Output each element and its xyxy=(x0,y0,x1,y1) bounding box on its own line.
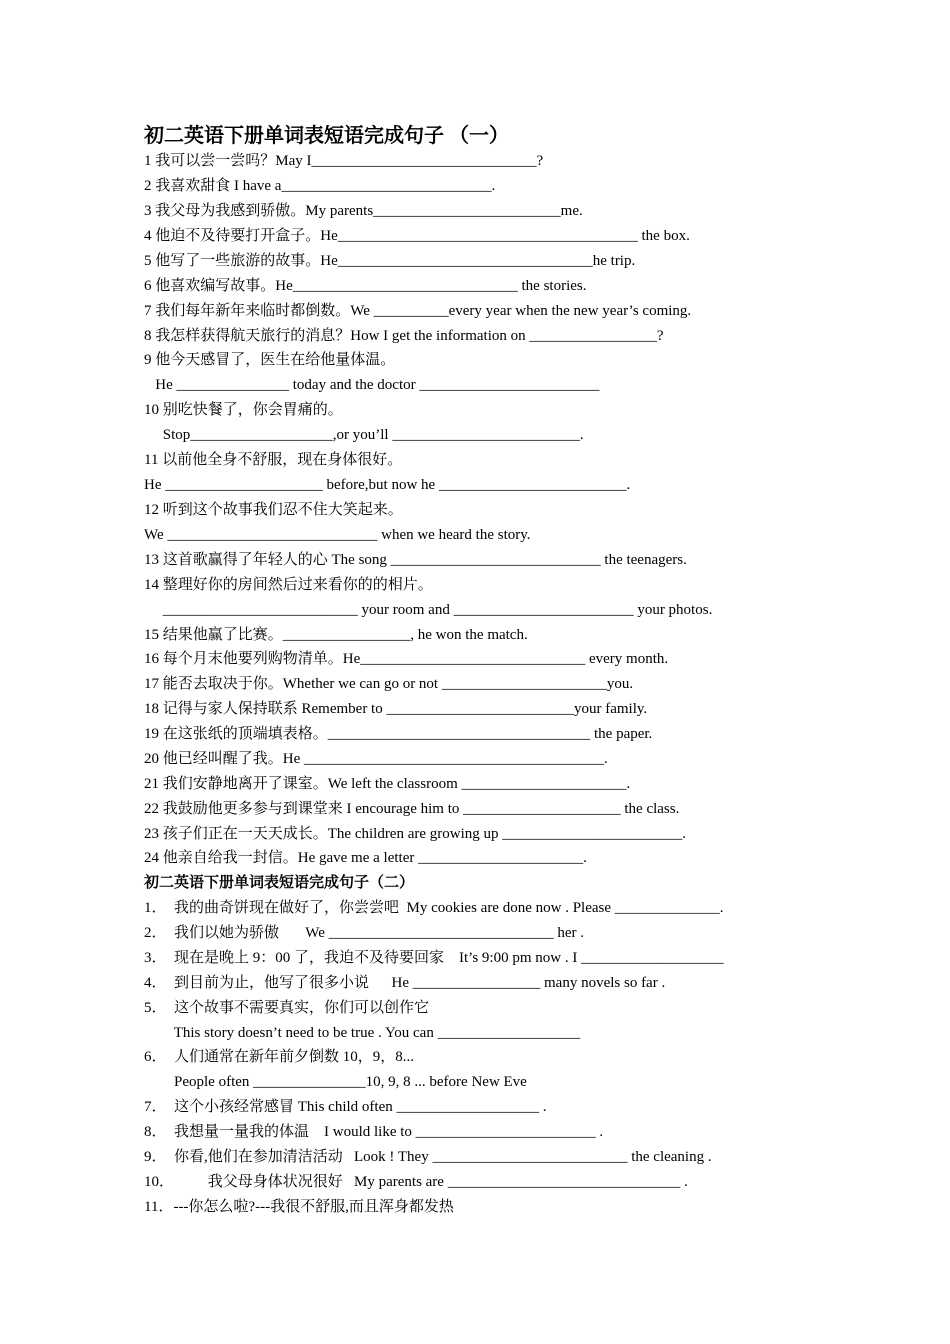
section1-line-5: 5 他写了一些旅游的故事。He__________________________________he trip. xyxy=(144,253,636,269)
section1-line-16: 16 每个月末他要列购物清单。He______________________________ every month. xyxy=(144,651,669,667)
section2-line-6: 6． 人们通常在新年前夕倒数 10，9，8... xyxy=(144,1049,415,1065)
section1-line-9-answer: He _______________ today and the doctor ________________________ xyxy=(144,377,600,393)
section1-line-6: 6 他喜欢编写故事。He______________________________ the stories. xyxy=(144,278,587,294)
section1-line-14: 14 整理好你的房间然后过来看你的的相片。 xyxy=(144,577,433,593)
section2-line-5: 5． 这个故事不需要真实，你们可以创作它 xyxy=(144,1000,430,1016)
section1-line-20: 20 他已经叫醒了我。He ________________________________________. xyxy=(144,751,608,767)
section1-line-8: 8 我怎样获得航天旅行的消息？How I get the information on _________________? xyxy=(144,328,664,344)
section2-line-6-answer: People often _______________10, 9, 8 ... before New Eve xyxy=(144,1074,527,1090)
section1-line-10: 10 别吃快餐了，你会胃痛的。 xyxy=(144,402,343,418)
section1-line-17: 17 能否去取决于你。Whether we can go or not ______________________you. xyxy=(144,676,634,692)
section1-line-11-answer: He _____________________ before,but now he _________________________. xyxy=(144,477,631,493)
section2-line-8: 8． 我想量一量我的体温 I would like to ________________________ . xyxy=(144,1124,604,1140)
section1-line-7: 7 我们每年新年来临时都倒数。We __________every year when the new year’s coming. xyxy=(144,303,692,319)
section2-line-10: 10． 我父母身体状况很好 My parents are _______________________________ . xyxy=(144,1174,688,1190)
section2-line-4: 4． 到目前为止，他写了很多小说 He _________________ many novels so far . xyxy=(144,975,666,991)
section1-line-2: 2 我喜欢甜食 I have a____________________________. xyxy=(144,178,496,194)
section1-line-12: 12 听到这个故事我们忍不住大笑起来。 xyxy=(144,502,403,518)
section1-line-14-answer: __________________________ your room and ________________________ your photos. xyxy=(144,602,713,618)
section2-line-3: 3． 现在是晚上 9：00 了，我迫不及待要回家 It’s 9:00 pm now . I ___________________ xyxy=(144,950,724,966)
section1-line-9: 9 他今天感冒了，医生在给他量体温。 xyxy=(144,352,396,368)
section1-line-19: 19 在这张纸的顶端填表格。___________________________________ the paper. xyxy=(144,726,653,742)
section2-line-2: 2． 我们以她为骄傲 We ______________________________ her . xyxy=(144,925,585,941)
section1-line-22: 22 我鼓励他更多参与到课堂来 I encourage him to _____________________ the class. xyxy=(144,801,680,817)
section1-line-15: 15 结果他赢了比赛。_________________, he won the match. xyxy=(144,627,528,643)
section2-line-11: 11．---你怎么啦?---我很不舒服,而且浑身都发热 xyxy=(144,1199,454,1215)
section2-line-1: 1． 我的曲奇饼现在做好了，你尝尝吧 My cookies are done now . Please ______________. xyxy=(144,900,724,916)
section1-line-18: 18 记得与家人保持联系 Remember to _________________________your family. xyxy=(144,701,648,717)
section1-line-13: 13 这首歌赢得了年轻人的心 The song ____________________________ the teenagers. xyxy=(144,552,687,568)
section1-line-11: 11 以前他全身不舒服，现在身体很好。 xyxy=(144,452,403,468)
section1-title: 初二英语下册单词表短语完成句子 （一） xyxy=(144,125,509,147)
section1-line-12-answer: We ____________________________ when we heard the story. xyxy=(144,527,531,543)
section1-line-23: 23 孩子们正在一天天成长。The children are growing up ________________________. xyxy=(144,826,687,842)
section1-line-10-answer: Stop___________________,or you’ll _________________________. xyxy=(144,427,584,443)
section2-title: 初二英语下册单词表短语完成句子（二） xyxy=(144,875,415,891)
section2-line-7: 7． 这个小孩经常感冒 This child often ___________________ . xyxy=(144,1099,547,1115)
section1-line-3: 3 我父母为我感到骄傲。My parents_________________________me. xyxy=(144,203,583,219)
section1-line-21: 21 我们安静地离开了课室。We left the classroom ______________________. xyxy=(144,776,631,792)
section1-line-24: 24 他亲自给我一封信。He gave me a letter ______________________. xyxy=(144,850,587,866)
section2-line-5-answer: This story doesn’t need to be true . You can ___________________ xyxy=(144,1025,581,1041)
section1-line-4: 4 他迫不及待要打开盒子。He________________________________________ the box. xyxy=(144,228,690,244)
section1-line-1: 1 我可以尝一尝吗？May I______________________________? xyxy=(144,153,544,169)
section2-line-9: 9． 你看,他们在参加清洁活动 Look ! They __________________________ the cleaning . xyxy=(144,1149,712,1165)
